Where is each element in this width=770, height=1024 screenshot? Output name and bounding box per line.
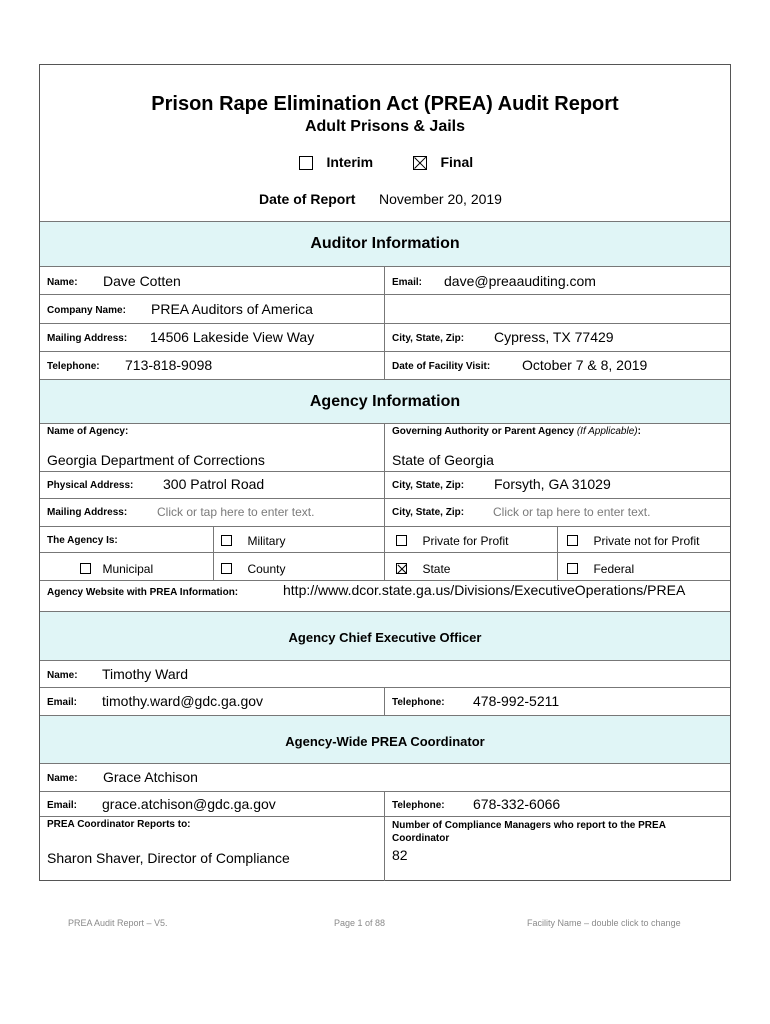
agency-mailing-field[interactable]: Click or tap here to enter text.	[157, 505, 315, 519]
agency-type-label: The Agency Is:	[47, 535, 118, 546]
reports-to-label: PREA Coordinator Reports to:	[47, 819, 191, 830]
agency-name-label: Name of Agency:	[47, 426, 129, 437]
report-title: Prison Rape Elimination Act (PREA) Audit Report	[151, 93, 619, 115]
auditor-csz-label: City, State, Zip:	[392, 333, 465, 344]
date-of-report-value[interactable]: November 20, 2019	[379, 191, 502, 207]
coordinator-name-field[interactable]: Grace Atchison	[103, 769, 198, 785]
private-profit-checkbox[interactable]	[396, 535, 407, 546]
final-checkbox[interactable]	[413, 156, 427, 170]
agency-website-label: Agency Website with PREA Information:	[47, 587, 239, 598]
physical-csz-label: City, State, Zip:	[392, 480, 465, 491]
agency-mailing-label: Mailing Address:	[47, 507, 128, 518]
option-state[interactable]	[396, 560, 450, 578]
state-label: State	[422, 562, 451, 576]
agency-mailing-csz-field[interactable]: Click or tap here to enter text.	[493, 505, 651, 519]
agency-website-link[interactable]: http://www.dcor.state.ga.us/Divisions/ExecutiveOperations/PREA	[283, 582, 686, 598]
interim-checkbox[interactable]	[299, 156, 313, 170]
ceo-phone-label: Telephone:	[392, 697, 445, 708]
physical-csz-field[interactable]: Forsyth, GA 31029	[494, 476, 611, 492]
private-profit-label: Private for Profit	[422, 534, 509, 548]
interim-option[interactable]	[299, 154, 373, 172]
auditor-mailing-label: Mailing Address:	[47, 333, 128, 344]
auditor-phone-label: Telephone:	[47, 361, 100, 372]
physical-address-label: Physical Address:	[47, 480, 134, 491]
military-checkbox[interactable]	[221, 535, 232, 546]
reports-to-field[interactable]: Sharon Shaver, Director of Compliance	[47, 850, 290, 866]
agency-section-title: Agency Information	[309, 393, 461, 410]
footer-page-number: Page 1 of 88	[334, 918, 386, 928]
final-option[interactable]	[413, 154, 473, 172]
compliance-managers-label: Number of Compliance Managers who report to the PREA Coordinator	[392, 820, 666, 844]
municipal-label: Municipal	[102, 562, 154, 576]
footer-facility-name[interactable]: Facility Name – double click to change	[527, 918, 681, 928]
governing-authority-field[interactable]: State of Georgia	[392, 452, 494, 468]
ceo-name-field[interactable]: Timothy Ward	[102, 666, 189, 682]
option-federal[interactable]	[567, 560, 634, 578]
coordinator-name-label: Name:	[47, 773, 78, 784]
auditor-email-field[interactable]: dave@preaauditing.com	[444, 273, 596, 289]
auditor-email-label: Email:	[392, 277, 423, 288]
ceo-phone-field[interactable]: 478-992-5211	[473, 693, 560, 709]
option-private-nonprofit[interactable]	[567, 532, 700, 550]
agency-name-field[interactable]: Georgia Department of Corrections	[47, 452, 265, 468]
report-subtitle: Adult Prisons & Jails	[304, 118, 466, 135]
private-nonprofit-label: Private not for Profit	[593, 534, 700, 548]
county-label: County	[247, 562, 286, 576]
auditor-csz-field[interactable]: Cypress, TX 77429	[494, 329, 614, 345]
auditor-mailing-field[interactable]: 14506 Lakeside View Way	[150, 329, 315, 345]
ceo-section-title: Agency Chief Executive Officer	[288, 630, 482, 645]
facility-visit-label: Date of Facility Visit:	[392, 361, 491, 372]
coordinator-email-field[interactable]: grace.atchison@gdc.ga.gov	[102, 796, 276, 812]
interim-label: Interim	[326, 154, 374, 170]
final-label: Final	[440, 154, 474, 170]
facility-visit-field[interactable]: October 7 & 8, 2019	[522, 357, 648, 373]
audit-report-form	[39, 64, 731, 881]
auditor-phone-field[interactable]: 713-818-9098	[125, 357, 213, 373]
federal-checkbox[interactable]	[567, 563, 578, 574]
company-name-field[interactable]: PREA Auditors of America	[151, 301, 313, 317]
physical-address-field[interactable]: 300 Patrol Road	[163, 476, 265, 492]
private-nonprofit-checkbox[interactable]	[567, 535, 578, 546]
municipal-checkbox[interactable]	[80, 563, 91, 574]
ceo-email-label: Email:	[47, 697, 78, 708]
date-of-report-label: Date of Report	[259, 191, 356, 207]
ceo-name-label: Name:	[47, 670, 78, 681]
ceo-email-field[interactable]: timothy.ward@gdc.ga.gov	[102, 693, 264, 709]
auditor-name-label: Name:	[47, 277, 78, 288]
coordinator-section-title: Agency-Wide PREA Coordinator	[285, 734, 485, 749]
option-military[interactable]	[221, 532, 285, 550]
governing-authority-label: Governing Authority or Parent Agency (If Applicable):	[392, 426, 641, 437]
military-label: Military	[247, 534, 286, 548]
option-county[interactable]	[221, 560, 285, 578]
compliance-managers-field[interactable]: 82	[392, 847, 408, 863]
footer-version: PREA Audit Report – V5.	[68, 918, 168, 928]
coordinator-email-label: Email:	[47, 800, 78, 811]
option-municipal[interactable]	[80, 560, 153, 578]
agency-mailing-csz-label: City, State, Zip:	[392, 507, 465, 518]
coordinator-phone-field[interactable]: 678-332-6066	[473, 796, 561, 812]
federal-label: Federal	[593, 562, 635, 576]
company-name-label: Company Name:	[47, 305, 126, 316]
county-checkbox[interactable]	[221, 563, 232, 574]
auditor-name-field[interactable]: Dave Cotten	[103, 273, 181, 289]
state-checkbox[interactable]	[396, 563, 407, 574]
coordinator-phone-label: Telephone:	[392, 800, 445, 811]
auditor-section-title: Auditor Information	[310, 235, 460, 252]
option-private-profit[interactable]	[396, 532, 508, 550]
